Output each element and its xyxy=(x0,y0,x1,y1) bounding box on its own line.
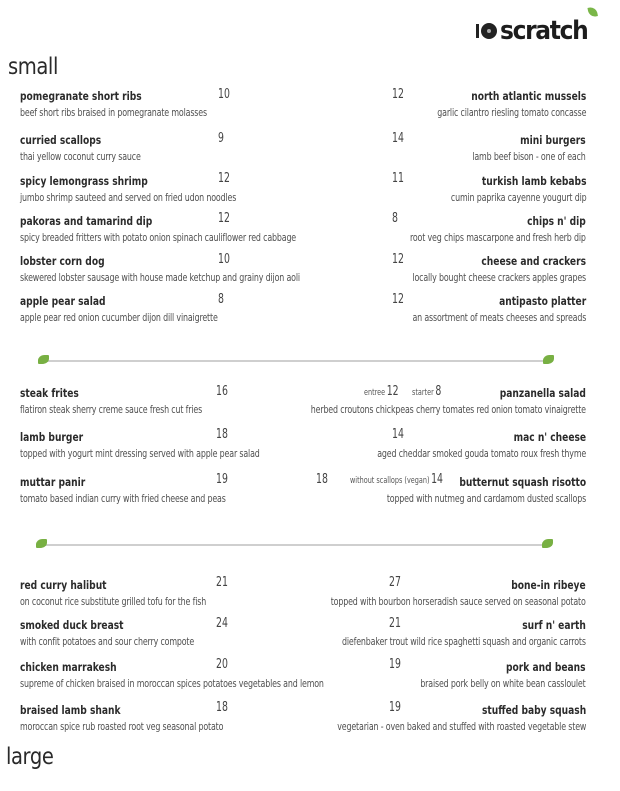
menu-item: chips n' dip root veg chips mascarpone and fresh herb dip xyxy=(410,214,586,244)
menu-item-price: 19 xyxy=(389,700,401,715)
leaf-icon xyxy=(542,539,553,548)
menu-item-price: 12 xyxy=(218,211,230,226)
menu-item: smoked duck breast with confit potatoes and sour cherry compote xyxy=(20,618,195,648)
menu-item: turkish lamb kebabs cumin paprika cayenne yougurt dip xyxy=(450,174,586,204)
menu-item: surf n' earth diefenbaker trout wild rice spaghetti squash and organic carrots xyxy=(342,618,586,648)
menu-item-price: 20 xyxy=(216,657,228,672)
menu-item: pakoras and tamarind dip spicy breaded fritters with potato onion spinach cauliflower red cabbage xyxy=(20,214,297,244)
menu-item-price: 10 xyxy=(218,87,230,102)
menu-item: chicken marrakesh supreme of chicken braised in moroccan spices potatoes vegetables and lemon xyxy=(20,660,324,690)
menu-item-price: 12 xyxy=(392,292,404,307)
menu-item-price: 12 xyxy=(392,252,404,267)
menu-item: lamb burger topped with yogurt mint dressing served with apple pear salad xyxy=(20,430,260,460)
vegan-price: without scallops (vegan) 14 xyxy=(350,472,443,487)
menu-item-price: 11 xyxy=(392,171,404,186)
menu-item: mac n' cheese aged cheddar smoked gouda tomato roux fresh thyme xyxy=(377,430,586,460)
menu-item: pomegranate short ribs beef short ribs braised in pomegranate molasses xyxy=(20,89,207,119)
menu-item: steak frites flatiron steak sherry creme sauce fresh cut fries xyxy=(20,386,203,416)
menu-item: apple pear salad apple pear red onion cucumber dijon dill vinaigrette xyxy=(20,294,218,324)
menu-item: muttar panir tomato based indian curry with fried cheese and peas xyxy=(20,475,226,505)
menu-item: cheese and crackers locally bought cheese crackers apples grapes xyxy=(412,254,586,284)
menu-item-price: 21 xyxy=(389,616,401,631)
menu-item-price: 8 xyxy=(392,211,398,226)
leaf-icon xyxy=(38,355,49,364)
menu-item: antipasto platter an assortment of meats cheeses and spreads xyxy=(412,294,586,324)
menu-item-price: 18 xyxy=(316,472,328,487)
menu-item-price: 9 xyxy=(218,131,224,146)
menu-item: butternut squash risotto topped with nutmeg and cardamom dusted scallops xyxy=(386,475,586,505)
menu-item-price: 12 xyxy=(218,171,230,186)
menu-item: red curry halibut on coconut rice substitute grilled tofu for the fish xyxy=(20,578,207,608)
menu-item-price: 19 xyxy=(216,472,228,487)
menu-item-price: 21 xyxy=(216,575,228,590)
menu-item-price: 14 xyxy=(392,427,404,442)
menu-item: spicy lemongrass shrimp jumbo shrimp sauteed and served on fried udon noodles xyxy=(20,174,237,204)
menu-item-price: 10 xyxy=(218,252,230,267)
menu-item-price: 18 xyxy=(216,427,228,442)
leaf-icon xyxy=(587,6,597,18)
menu-item: braised lamb shank moroccan spice rub roasted root veg seasonal potato xyxy=(20,703,224,733)
menu-item-price: 8 xyxy=(218,292,224,307)
menu-item-price: 18 xyxy=(216,700,228,715)
menu-item: north atlantic mussels garlic cilantro riesling tomato concasse xyxy=(436,89,586,119)
menu-item: panzanella salad herbed croutons chickpeas cherry tomates red onion tomato vinaigrette xyxy=(310,386,586,416)
logo-bar-icon xyxy=(476,24,479,38)
menu-item: mini burgers lamb beef bison - one of each xyxy=(472,133,586,163)
section-divider xyxy=(40,544,552,546)
leaf-icon xyxy=(543,355,554,364)
menu-item: stuffed baby squash vegetarian - oven baked and stuffed with roasted vegetable stew xyxy=(337,703,586,733)
menu-item-price: 14 xyxy=(392,131,404,146)
scratch-logo xyxy=(476,14,597,48)
logo-wordmark: scratch xyxy=(500,16,587,46)
starter-price: starter 8 xyxy=(412,384,442,399)
menu-item-price: 19 xyxy=(389,657,401,672)
section-title-small: small xyxy=(8,54,58,80)
menu-item-price: 27 xyxy=(389,575,401,590)
menu-item: curried scallops thai yellow coconut curry sauce xyxy=(20,133,141,163)
record-disc-icon xyxy=(481,23,497,39)
entree-price: entree 12 xyxy=(364,384,399,399)
menu-item: pork and beans braised pork belly on white bean cassloulet xyxy=(420,660,586,690)
leaf-icon xyxy=(36,539,47,548)
menu-item: lobster corn dog skewered lobster sausage with house made ketchup and grainy dijon aoli xyxy=(20,254,300,284)
section-divider xyxy=(40,360,552,362)
section-title-large: large xyxy=(6,744,54,770)
menu-item: bone-in ribeye topped with bourbon horseradish sauce served on seasonal potato xyxy=(331,578,586,608)
menu-item-price: 24 xyxy=(216,616,228,631)
menu-item-price: 16 xyxy=(216,384,228,399)
menu-item-price: 12 xyxy=(392,87,404,102)
